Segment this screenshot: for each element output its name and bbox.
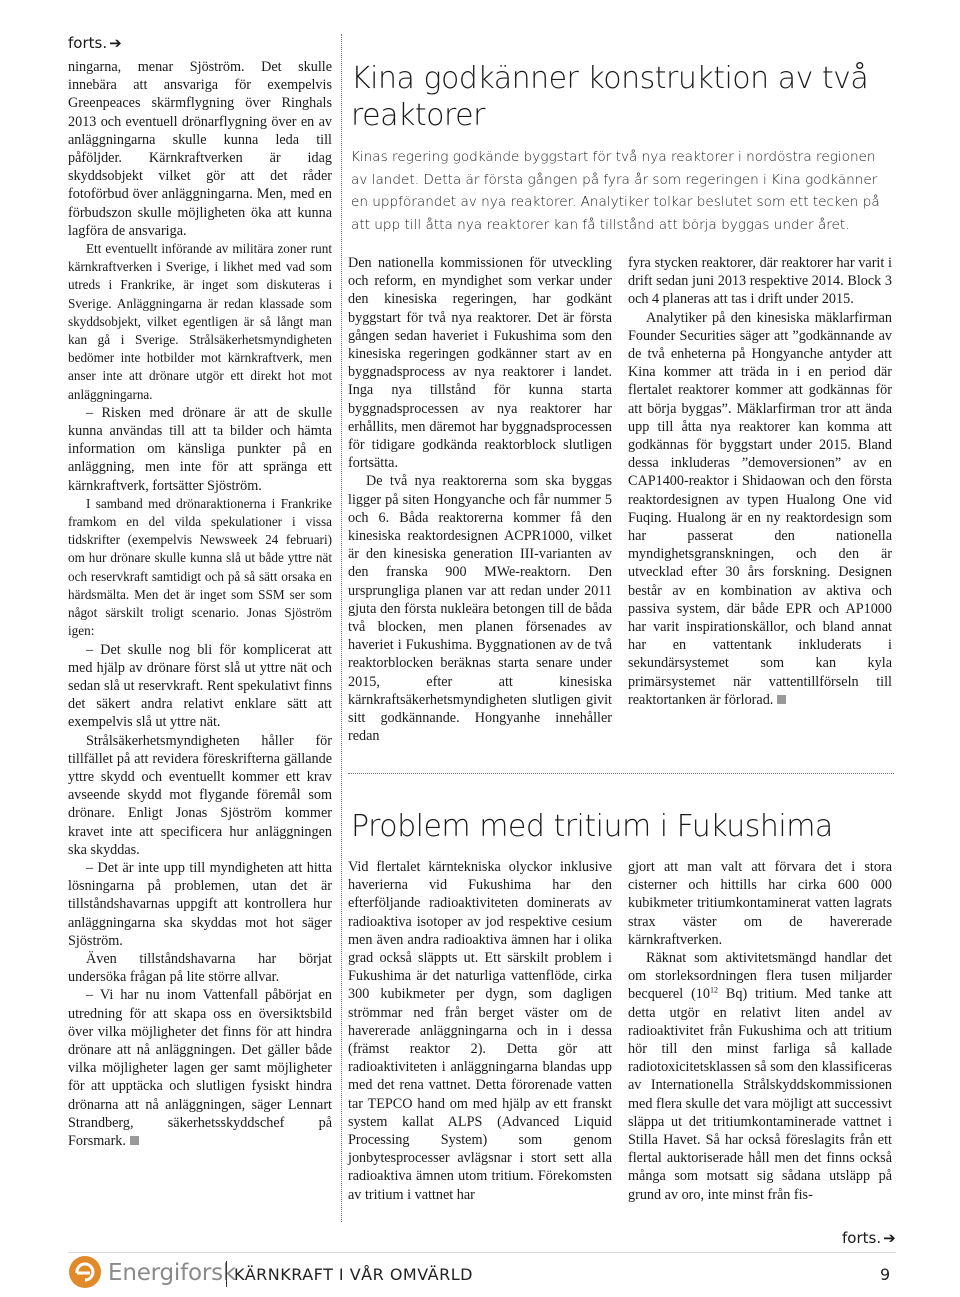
left-p8: Även tillståndshavarna har börjat undersöka frågan på lite större allvar.: [68, 950, 332, 986]
tritium-right-column: [628, 858, 892, 1204]
footer-separator: [226, 1261, 227, 1287]
left-p7: – Det är inte upp till myndigheten att hitta lösningarna på problemen, utan det är tillståndshavarnas uppgift att kontrollera hur anläggningarna ska skyddas mot hot säger Sjöström.: [68, 859, 332, 949]
tritium-mid-p1: Vid flertalet kärntekniska olyckor inklusive haverierna vid Fukushima har den efterföljande radioaktiviteten dominerats av radioaktiva isotoper av jod respektive cesium men även andra radioaktiva ämnen har i olika grad också släppts ut. Ett särskilt problem i Fukushima är det naturliga vattenflöde, cirka 300 kubikmeter per dygn, som dagligen strömmar ned från berget väster om de havererade anläggningarna och in i dessa (främst reaktor 2). Detta gör att radioaktiviteten i anläggningarna blandas upp med det rena vattnet. Detta förorenade vatten tar TEPCO hand om med hjälp av ett franskt system kallat ALPS (Advanced Liquid Processing System) som genom jonbytesprocesser avlägsnar i stort sett alla radioaktiva ämnen utom tritium. Förekomsten av tritium i vattnet har: [348, 859, 612, 1203]
kina-right-p1: fyra stycken reaktorer, där reaktorer har varit i drift sedan juni 2013 respektive 2014. Block 3 och 4 planeras att tas i drift under 2015.: [628, 255, 892, 308]
left-p6: Strålsäkerhetsmyndigheten håller för tillfället på att revidera föreskrifterna gällande yttre skydd och eventuellt kommer ett krav avseende skydd mot flygande föremål som drönare. Enligt Jonas Sjöström kommer kravet inte att specificera hur anläggningen ska skyddas.: [68, 732, 332, 858]
left-p4: I samband med drönaraktionerna i Frankrike framkom en del vilda spekulationer i vissa tidskrifter (exempelvis Newsweek 24 februari) om hur drönare skulle kunna slå ut både yttre nät och reservkraft samtidigt och på så sätt orsaka en härdsmälta. Men det är inget som SSM ser som något särskilt troligt scenario. Jonas Sjöström igen:: [68, 495, 332, 639]
section-divider: [348, 773, 894, 774]
kina-right-column: [628, 254, 892, 709]
left-p3: – Risken med drönare är att de skulle kunna användas till att ta bilder och hämta information om känsliga punkter på en anläggning, men inte för att spränga ett kärnkraftverk, fortsätter Sjöström.: [68, 404, 332, 494]
publication-title: KÄRNKRAFT I VÅR OMVÄRLD: [234, 1265, 473, 1284]
tritium-middle-column: [348, 858, 612, 1204]
left-p2: Ett eventuellt införande av militära zoner runt kärnkraftverken i Sverige, i likhet med vad som utreds i Frankrike, är inget som diskuteras i Sverige. Anläggningarna är redan klassade som skyddsobjekt, vilket egentligen är så långt man kan gå i Sverige. Strålsäkerhetsmyndigheten bedömer inte hotbilder mot kärnkraftverk, men anser inte att drönare utgör ett direkt hot mot anläggningarna.: [68, 241, 332, 402]
brand-name: Energiforsk: [108, 1260, 237, 1286]
kina-headline: Kina godkänner konstruktion av två reaktorer: [351, 61, 869, 133]
kina-middle-column: [348, 254, 612, 745]
kina-mid-p1: Den nationella kommissionen för utveckling och reform, en myndighet som verkar under den kinesiska regeringen, har godkänt byggstart för två nya reaktorer. Det är första gången sedan haveriet i Fukushima som den kinesiska regeringen godkänner start av en byggnadsprocess av nya reaktorer i landet. Inga nya tillstånd för kunna starta byggnadsprocessen av nya reaktorer har erhållits, men däremot har byggnadsprocessen för tidigare godkända reaktorblock slutligen fortsätta.: [348, 255, 612, 472]
left-p9: – Vi har nu inom Vattenfall påbörjat en utredning för att skapa oss en översiktsbild över vilka möjligheter det finns för att hindra drönare att nå anläggningen. Det gäller både vilka möjligheter lagen ger samt möjligheter för att upptäcka och slutligen fysiskt hindra drönarna att nå anläggningen, säger Lennart Strandberg, säkerhetsskyddschef på Forsmark.: [68, 987, 332, 1149]
tritium-right-p2: Räknat som aktivitetsmängd handlar det om storleksordningen flera tusen miljarder becquerel ($10^{12}$ Bq) tritium. Med tanke att detta utgör en relativt liten andel av radioaktivitet från Fukushima och att tritium hör till den minst farliga så kallade radiotoxicitetsklassen så som den klassificeras av Internationella Strålskyddskommissionen med flera skulle det vara möjligt att successivt släppa ut det tritiumkontaminerade vattnet i Stilla Havet. Så har också föreslagits från ett flertal auktoriserade håll men det finns också många som motsatt sig sådana utsläpp på grund av oro, inte minst från fis-: [628, 950, 892, 1203]
end-of-article-icon: [130, 1136, 139, 1145]
continuation-marker-bottom: forts. ➔: [842, 1229, 896, 1247]
page-number: 9: [880, 1265, 891, 1284]
footer-rule: [68, 1252, 896, 1253]
left-p5: – Det skulle nog bli för komplicerat att med hjälp av drönare först slå ut yttre nät och sedan slå ut reservkraft. Rent spekulativt finns det säkert andra relativt enklare sätt att exempelvis slå ut yttre nät.: [68, 641, 332, 731]
left-column: [68, 58, 332, 1150]
column-divider: [341, 34, 342, 1222]
left-p1b: Kärnkraftverken är idag skyddsobjekt vilket gör att det råder fotoförbud över anläggningarna. Men, med en förbudszon skulle möjligheten öka att kunna lagföra de ansvariga.: [68, 150, 332, 239]
tritium-headline: Problem med tritium i Fukushima: [351, 809, 833, 844]
tritium-right-p1: gjort att man valt att förvara det i stora cisterner och hittills har cirka 600 000 kubikmeter tritiumkontaminerat vatten lagrats strax väster om de havererade kärnkraftverken.: [628, 859, 892, 948]
kina-right-p2: Analytiker på den kinesiska mäklarfirman Founder Securities säger att ”godkännande av de två enheterna på Hongyanche antyder att Kina kommer att träda in i en period där flertalet reaktorer kommer att godkännas för att börja byggas”. Mäklarfirman tror att ända upp till åtta nya reaktorer kan komma att godkännas för byggstart under 2015. Bland dessa inkluderas ”demoversionen” av en CAP1400-reaktor i Shidaowan och den första reaktordesignen av typen Hualong One vid Fuqing. Hualong är en ny reaktordesign som har passerat den nationella myndighetsgranskningen, och den är utvecklad efter 30 års forskning. Designen består av en kombination av aktiva och passiva system, där både EPR och AP1000 har varit inspirationskällor, och bland annat har en vattentank inkluderats i sekundärsystemet som kan kyla primärsystemet när vattentillförseln till reaktortanken är förlorad.: [628, 309, 892, 708]
end-of-article-icon: [777, 695, 786, 704]
kina-lead: Kinas regering godkände byggstart för två nya reaktorer i nordöstra regionen av landet. Detta är första gången på fyra år som regeringen i Kina godkänner en uppförandet av nya reaktorer. Analytiker tolkar beslutet som ett tecken på att upp till åtta nya reaktorer kan få tillstånd att börja byggas under året.: [351, 149, 880, 233]
continuation-marker-top: forts. ➔: [68, 34, 122, 52]
arrow-right-icon: ➔: [883, 1229, 896, 1247]
arrow-right-icon: ➔: [109, 34, 122, 52]
energiforsk-logo-icon: [68, 1255, 102, 1289]
left-p1: ningarna, menar Sjöström. Det skulle innebära att ansvariga för exempelvis Greenpeaces skärmflygning över Ringhals 2013 och eventuell drönarflygning över en av anläggningarna skulle kunna leda till påföljder.: [68, 59, 332, 167]
kina-mid-p2: De två nya reaktorerna som ska byggas ligger på siten Hongyanche och får nummer 5 och 6. Båda reaktorerna kommer få den kinesiska reaktordesignen ACPR1000, vilket är den kinesiska generation III-varianten av den franska 900 MWe-reaktorn. Den ursprungliga planen var att redan under 2011 gjuta den första nukleära betongen till de båda två blocken, men planen försenades av haveriet i Fukushima. Byggnationen av de två reaktorblocken beräknas starta senare under 2015, efter att kinesiska kärnkraftsäkerhetsmyndigheten slutligen givit sitt godkännande. Hongyanhe innehåller redan: [348, 473, 612, 745]
